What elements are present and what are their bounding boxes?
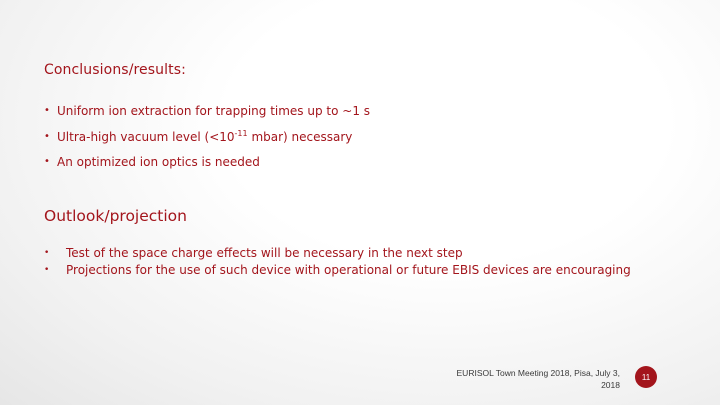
conclusions-heading: Conclusions/results: [44,62,186,78]
bullet-icon: • [44,105,50,116]
list-item [44,103,370,129]
page-number-badge [635,366,657,388]
footer-line: EURISOL Town Meeting 2018, Pisa, July 3, [456,368,620,378]
list-item [44,262,631,279]
conclusions-list [44,103,370,180]
bullet-icon: • [44,130,50,142]
outlook-list [44,245,631,279]
list-item [44,154,370,180]
page-number: 11 [641,372,651,382]
bullet-icon: • [44,248,50,258]
conclusion-text: An optimized ion optics is needed [57,155,260,169]
list-item [44,129,370,155]
exponent: -11 [234,128,248,138]
outlook-text: Projections for the use of such device with operational or future EBIS devices are encouraging [66,263,631,277]
conclusion-text-before: Ultra-high vacuum level (<10 [57,129,235,144]
conclusion-text: Uniform ion extraction for trapping times up to ~1 s [57,104,371,118]
conclusion-text-after: mbar) necessary [247,129,353,144]
footer-text [420,367,620,391]
bullet-icon: • [44,265,50,275]
bullet-icon: • [44,156,50,167]
footer-line: 2018 [601,380,620,390]
outlook-heading: Outlook/projection [44,207,187,225]
outlook-text: Test of the space charge effects will be necessary in the next step [66,246,463,260]
list-item [44,245,631,262]
